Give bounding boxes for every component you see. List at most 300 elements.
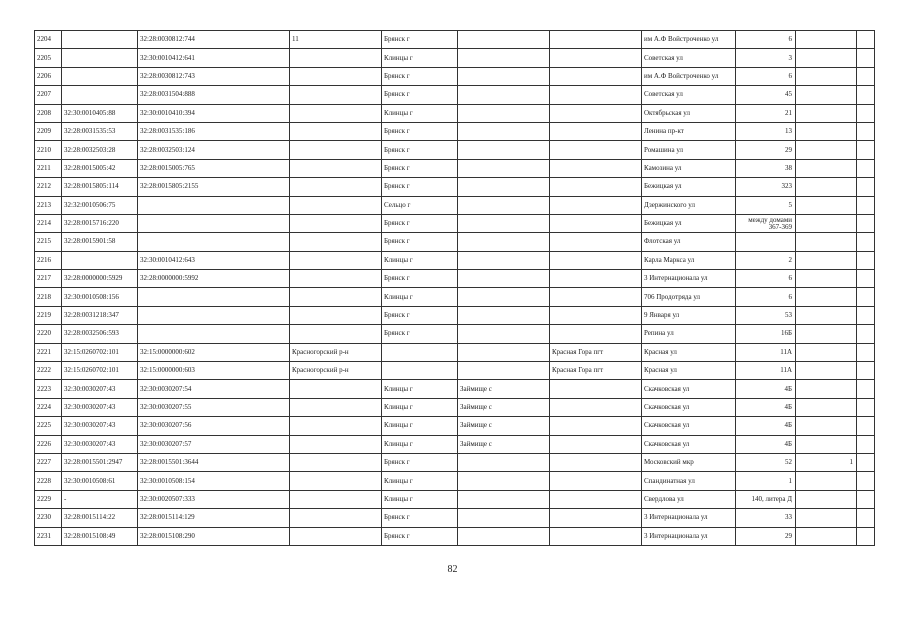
village-cell (458, 270, 550, 288)
street-cell: Октябрьская ул (642, 104, 736, 122)
table-row (35, 472, 875, 490)
extra-cell (857, 233, 875, 251)
row-number-cell: 2207 (35, 86, 62, 104)
building-cadastral-cell: 32:28:0032503:124 (138, 141, 290, 159)
table-row (35, 251, 875, 269)
house-number-cell: 1 (736, 472, 796, 490)
settlement-cell (550, 159, 642, 177)
district-cell (290, 380, 382, 398)
extra-cell (857, 49, 875, 67)
table-row (35, 288, 875, 306)
table-row (35, 343, 875, 361)
settlement-cell (550, 122, 642, 140)
registry-table (34, 30, 875, 546)
city-cell (382, 362, 458, 380)
settlement-cell (550, 86, 642, 104)
row-number-cell: 2206 (35, 67, 62, 85)
row-number-cell: 2218 (35, 288, 62, 306)
cadastral-number-cell: 32:30:0030207:43 (62, 380, 138, 398)
district-cell (290, 288, 382, 306)
city-cell: Брянск г (382, 214, 458, 232)
building-cell (796, 159, 857, 177)
extra-cell (857, 196, 875, 214)
building-cadastral-cell: 32:30:0030207:57 (138, 435, 290, 453)
extra-cell (857, 141, 875, 159)
building-cadastral-cell: 32:28:0031504:888 (138, 86, 290, 104)
extra-cell (857, 472, 875, 490)
cadastral-number-cell: 32:15:0260702:101 (62, 343, 138, 361)
building-cell (796, 380, 857, 398)
building-cadastral-cell (138, 214, 290, 232)
house-number-cell: 11А (736, 343, 796, 361)
city-cell: Клинцы г (382, 49, 458, 67)
district-cell (290, 472, 382, 490)
table-row (35, 306, 875, 324)
house-number-cell: 21 (736, 104, 796, 122)
district-cell (290, 325, 382, 343)
house-number-cell (736, 233, 796, 251)
row-number-cell: 2220 (35, 325, 62, 343)
cadastral-number-cell (62, 251, 138, 269)
row-number-cell: 2221 (35, 343, 62, 361)
row-number-cell: 2219 (35, 306, 62, 324)
table-row (35, 67, 875, 85)
village-cell (458, 141, 550, 159)
city-cell: Клинцы г (382, 490, 458, 508)
building-cadastral-cell (138, 325, 290, 343)
street-cell: Ромашина ул (642, 141, 736, 159)
building-cell (796, 270, 857, 288)
extra-cell (857, 178, 875, 196)
village-cell (458, 31, 550, 49)
table-row (35, 270, 875, 288)
row-number-cell: 2209 (35, 122, 62, 140)
building-cell (796, 86, 857, 104)
row-number-cell: 2212 (35, 178, 62, 196)
street-cell: 9 Января ул (642, 306, 736, 324)
city-cell: Брянск г (382, 86, 458, 104)
street-cell: им А.Ф Войстроченко ул (642, 67, 736, 85)
table-row (35, 86, 875, 104)
street-cell: Скачковская ул (642, 417, 736, 435)
cadastral-number-cell: 32:28:0031535:53 (62, 122, 138, 140)
settlement-cell (550, 178, 642, 196)
village-cell (458, 122, 550, 140)
building-cadastral-cell: 32:30:0010410:394 (138, 104, 290, 122)
row-number-cell: 2217 (35, 270, 62, 288)
table-row (35, 380, 875, 398)
city-cell: Сельцо г (382, 196, 458, 214)
street-cell: 3 Интернационала ул (642, 527, 736, 545)
cadastral-number-cell: 32:28:0015501:2947 (62, 453, 138, 471)
settlement-cell (550, 49, 642, 67)
street-cell: им А.Ф Войстроченко ул (642, 31, 736, 49)
table-row (35, 233, 875, 251)
city-cell: Клинцы г (382, 472, 458, 490)
extra-cell (857, 398, 875, 416)
extra-cell (857, 67, 875, 85)
extra-cell (857, 159, 875, 177)
district-cell (290, 233, 382, 251)
building-cadastral-cell: 32:30:0010412:641 (138, 49, 290, 67)
table-row (35, 417, 875, 435)
cadastral-number-cell: 32:28:0015805:114 (62, 178, 138, 196)
cadastral-number-cell (62, 31, 138, 49)
village-cell (458, 509, 550, 527)
house-number-cell: 29 (736, 527, 796, 545)
district-cell (290, 86, 382, 104)
row-number-cell: 2215 (35, 233, 62, 251)
building-cell (796, 178, 857, 196)
building-cadastral-cell (138, 306, 290, 324)
house-number-cell: 11А (736, 362, 796, 380)
village-cell (458, 233, 550, 251)
village-cell (458, 159, 550, 177)
village-cell (458, 288, 550, 306)
table-row (35, 325, 875, 343)
district-cell (290, 49, 382, 67)
extra-cell (857, 380, 875, 398)
row-number-cell: 2231 (35, 527, 62, 545)
city-cell: Клинцы г (382, 251, 458, 269)
settlement-cell (550, 380, 642, 398)
table-row (35, 122, 875, 140)
district-cell (290, 141, 382, 159)
settlement-cell (550, 104, 642, 122)
district-cell (290, 122, 382, 140)
settlement-cell: Красная Гора пгт (550, 343, 642, 361)
settlement-cell (550, 472, 642, 490)
village-cell (458, 196, 550, 214)
street-cell: 706 Продотряда ул (642, 288, 736, 306)
table-row (35, 159, 875, 177)
row-number-cell: 2211 (35, 159, 62, 177)
building-cadastral-cell: 32:30:0030207:54 (138, 380, 290, 398)
village-cell: Займище с (458, 417, 550, 435)
cadastral-number-cell: 32:28:0032503:28 (62, 141, 138, 159)
row-number-cell: 2205 (35, 49, 62, 67)
district-cell (290, 398, 382, 416)
building-cell (796, 233, 857, 251)
district-cell (290, 270, 382, 288)
city-cell: Клинцы г (382, 288, 458, 306)
building-cell (796, 398, 857, 416)
village-cell (458, 67, 550, 85)
village-cell (458, 343, 550, 361)
extra-cell (857, 104, 875, 122)
building-cell (796, 288, 857, 306)
extra-cell (857, 362, 875, 380)
district-cell (290, 214, 382, 232)
extra-cell (857, 527, 875, 545)
building-cadastral-cell: 32:15:0000000:602 (138, 343, 290, 361)
city-cell: Брянск г (382, 141, 458, 159)
settlement-cell (550, 288, 642, 306)
city-cell: Брянск г (382, 306, 458, 324)
row-number-cell: 2228 (35, 472, 62, 490)
village-cell (458, 104, 550, 122)
building-cell (796, 325, 857, 343)
village-cell (458, 178, 550, 196)
table-row (35, 178, 875, 196)
street-cell: Репина ул (642, 325, 736, 343)
building-cell (796, 214, 857, 232)
district-cell (290, 306, 382, 324)
district-cell (290, 251, 382, 269)
street-cell: Краснaя ул (642, 362, 736, 380)
district-cell (290, 435, 382, 453)
street-cell: Флотская ул (642, 233, 736, 251)
village-cell (458, 453, 550, 471)
street-cell: Свердлова ул (642, 490, 736, 508)
cadastral-number-cell: 32:28:0015005:42 (62, 159, 138, 177)
building-cell (796, 49, 857, 67)
house-number-cell: между домами 367-369 (736, 214, 796, 232)
table-row (35, 509, 875, 527)
village-cell (458, 214, 550, 232)
house-number-cell: 6 (736, 31, 796, 49)
building-cell (796, 509, 857, 527)
building-cell (796, 141, 857, 159)
settlement-cell (550, 251, 642, 269)
city-cell (382, 343, 458, 361)
street-cell: Бежицкая ул (642, 178, 736, 196)
settlement-cell (550, 453, 642, 471)
building-cadastral-cell: 32:28:0030812:744 (138, 31, 290, 49)
district-cell (290, 453, 382, 471)
house-number-cell: 53 (736, 306, 796, 324)
extra-cell (857, 270, 875, 288)
settlement-cell (550, 325, 642, 343)
table-row (35, 490, 875, 508)
cadastral-number-cell: 32:30:0030207:43 (62, 417, 138, 435)
table-row (35, 453, 875, 471)
city-cell: Брянск г (382, 178, 458, 196)
cadastral-number-cell: 32:28:0000000:5929 (62, 270, 138, 288)
city-cell: Брянск г (382, 31, 458, 49)
district-cell (290, 67, 382, 85)
cadastral-number-cell (62, 49, 138, 67)
street-cell: Карла Маркса ул (642, 251, 736, 269)
building-cell (796, 306, 857, 324)
village-cell (458, 306, 550, 324)
house-number-cell: 6 (736, 288, 796, 306)
settlement-cell (550, 306, 642, 324)
cadastral-number-cell: - (62, 490, 138, 508)
page-number: 82 (447, 564, 458, 575)
extra-cell (857, 288, 875, 306)
city-cell: Клинцы г (382, 398, 458, 416)
building-cadastral-cell: 32:28:0015805:2155 (138, 178, 290, 196)
village-cell: Займище с (458, 380, 550, 398)
village-cell (458, 362, 550, 380)
table-row (35, 104, 875, 122)
cadastral-number-cell: 32:30:0030207:43 (62, 435, 138, 453)
settlement-cell: Красная Гора пгт (550, 362, 642, 380)
street-cell: Советская ул (642, 86, 736, 104)
district-cell (290, 417, 382, 435)
extra-cell (857, 435, 875, 453)
house-number-cell: 140, литера Д (736, 490, 796, 508)
table-row (35, 141, 875, 159)
settlement-cell (550, 417, 642, 435)
city-cell: Брянск г (382, 159, 458, 177)
house-number-cell: 33 (736, 509, 796, 527)
table-body (35, 31, 875, 546)
cadastral-number-cell: 32:28:0015108:49 (62, 527, 138, 545)
table-row (35, 435, 875, 453)
house-number-cell: 16Б (736, 325, 796, 343)
building-cadastral-cell: 32:28:0031535:186 (138, 122, 290, 140)
house-number-cell: 323 (736, 178, 796, 196)
house-number-cell: 5 (736, 196, 796, 214)
row-number-cell: 2226 (35, 435, 62, 453)
cadastral-number-cell: 32:30:0010508:156 (62, 288, 138, 306)
table-row (35, 196, 875, 214)
row-number-cell: 2216 (35, 251, 62, 269)
house-number-cell: 4Б (736, 398, 796, 416)
city-cell: Брянск г (382, 325, 458, 343)
city-cell: Брянск г (382, 270, 458, 288)
extra-cell (857, 306, 875, 324)
village-cell (458, 472, 550, 490)
street-cell: 3 Интернационала ул (642, 270, 736, 288)
house-number-cell: 52 (736, 453, 796, 471)
building-cell (796, 67, 857, 85)
building-cell (796, 417, 857, 435)
settlement-cell (550, 398, 642, 416)
cadastral-number-cell: 32:28:0015114:22 (62, 509, 138, 527)
row-number-cell: 2222 (35, 362, 62, 380)
row-number-cell: 2224 (35, 398, 62, 416)
settlement-cell (550, 490, 642, 508)
cadastral-number-cell: 32:28:0031218:347 (62, 306, 138, 324)
district-cell (290, 159, 382, 177)
district-cell: Красногорский р-н (290, 343, 382, 361)
building-cell (796, 343, 857, 361)
building-cadastral-cell: 32:28:0015501:3644 (138, 453, 290, 471)
district-cell (290, 490, 382, 508)
cadastral-number-cell: 32:15:0260702:101 (62, 362, 138, 380)
settlement-cell (550, 141, 642, 159)
district-cell (290, 196, 382, 214)
street-cell: Советская ул (642, 49, 736, 67)
building-cadastral-cell (138, 288, 290, 306)
settlement-cell (550, 67, 642, 85)
cadastral-number-cell: 32:30:0030207:43 (62, 398, 138, 416)
city-cell: Клинцы г (382, 380, 458, 398)
cadastral-number-cell (62, 67, 138, 85)
table-row (35, 527, 875, 545)
street-cell: Ленина пр-кт (642, 122, 736, 140)
cadastral-number-cell: 32:30:0010508:61 (62, 472, 138, 490)
table-row (35, 49, 875, 67)
village-cell (458, 251, 550, 269)
building-cadastral-cell: 32:28:0030812:743 (138, 67, 290, 85)
district-cell (290, 104, 382, 122)
row-number-cell: 2225 (35, 417, 62, 435)
extra-cell (857, 343, 875, 361)
cadastral-number-cell: 32:28:0015901:58 (62, 233, 138, 251)
house-number-cell: 2 (736, 251, 796, 269)
extra-cell (857, 31, 875, 49)
extra-cell (857, 122, 875, 140)
district-cell: 11 (290, 31, 382, 49)
house-number-cell: 6 (736, 270, 796, 288)
village-cell (458, 325, 550, 343)
building-cell (796, 251, 857, 269)
district-cell (290, 509, 382, 527)
table-row (35, 398, 875, 416)
extra-cell (857, 453, 875, 471)
row-number-cell: 2210 (35, 141, 62, 159)
house-number-cell: 4Б (736, 435, 796, 453)
city-cell: Клинцы г (382, 417, 458, 435)
village-cell (458, 527, 550, 545)
house-number-cell: 29 (736, 141, 796, 159)
table-row (35, 31, 875, 49)
building-cadastral-cell: 32:30:0010508:154 (138, 472, 290, 490)
city-cell: Клинцы г (382, 104, 458, 122)
extra-cell (857, 325, 875, 343)
cadastral-number-cell: 32:32:0010506:75 (62, 196, 138, 214)
extra-cell (857, 86, 875, 104)
city-cell: Брянск г (382, 233, 458, 251)
row-number-cell: 2230 (35, 509, 62, 527)
building-cell (796, 472, 857, 490)
building-cadastral-cell: 32:28:0015108:290 (138, 527, 290, 545)
row-number-cell: 2213 (35, 196, 62, 214)
row-number-cell: 2227 (35, 453, 62, 471)
cadastral-number-cell (62, 86, 138, 104)
house-number-cell: 13 (736, 122, 796, 140)
building-cell (796, 122, 857, 140)
city-cell: Брянск г (382, 509, 458, 527)
street-cell: Дзержинского ул (642, 196, 736, 214)
district-cell (290, 178, 382, 196)
row-number-cell: 2214 (35, 214, 62, 232)
building-cell: 1 (796, 453, 857, 471)
settlement-cell (550, 196, 642, 214)
street-cell: Спандинатная ул (642, 472, 736, 490)
street-cell: 3 Интернационала ул (642, 509, 736, 527)
row-number-cell: 2229 (35, 490, 62, 508)
settlement-cell (550, 31, 642, 49)
building-cadastral-cell: 32:15:0000000:603 (138, 362, 290, 380)
city-cell: Брянск г (382, 122, 458, 140)
village-cell: Займище с (458, 435, 550, 453)
village-cell (458, 86, 550, 104)
city-cell: Брянск г (382, 67, 458, 85)
building-cell (796, 435, 857, 453)
settlement-cell (550, 270, 642, 288)
district-cell (290, 527, 382, 545)
building-cadastral-cell (138, 233, 290, 251)
extra-cell (857, 490, 875, 508)
city-cell: Брянск г (382, 453, 458, 471)
row-number-cell: 2204 (35, 31, 62, 49)
settlement-cell (550, 509, 642, 527)
extra-cell (857, 417, 875, 435)
extra-cell (857, 251, 875, 269)
cadastral-number-cell: 32:28:0032506:593 (62, 325, 138, 343)
building-cadastral-cell: 32:30:0020507:333 (138, 490, 290, 508)
building-cell (796, 31, 857, 49)
building-cadastral-cell: 32:30:0010412:643 (138, 251, 290, 269)
table-row (35, 214, 875, 232)
building-cell (796, 104, 857, 122)
house-number-cell: 6 (736, 67, 796, 85)
